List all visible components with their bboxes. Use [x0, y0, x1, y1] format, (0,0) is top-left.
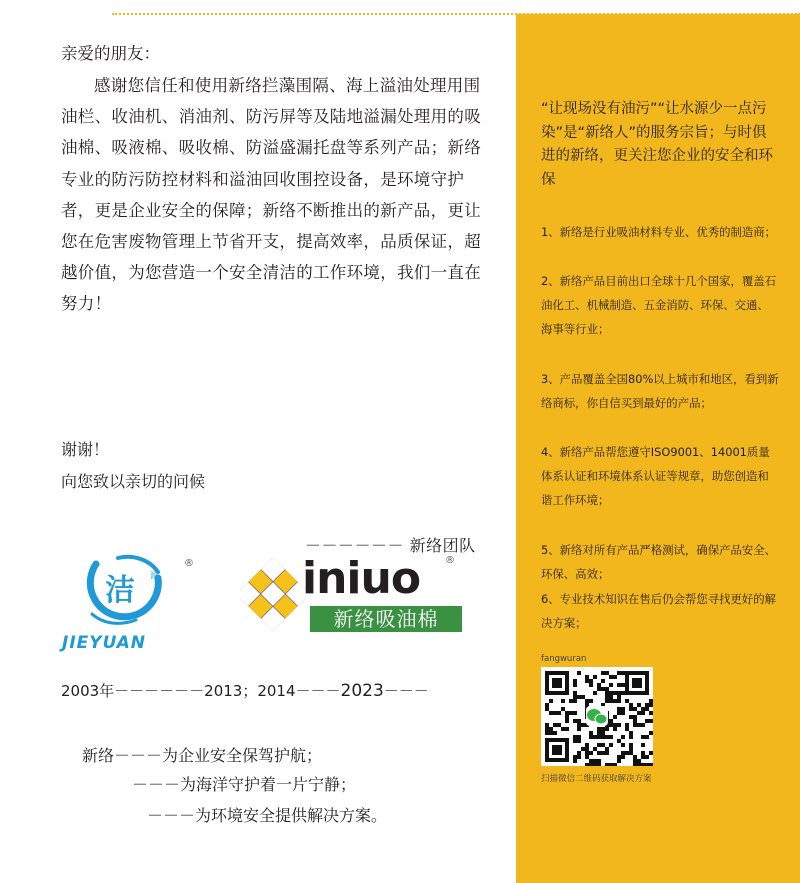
qr-caption: 扫描微信二维码获取解决方案 [541, 774, 652, 784]
jieyuan-char: 洁 [105, 573, 135, 608]
jieyuan-registered: ® [184, 558, 194, 569]
sidebar-intro: “让现场没有油污”“让水源少一点污染”是“新络人”的服务宗旨；与时俱进的新络，更关注您企业的安全和环保 [541, 101, 773, 188]
iniuo-registered: ® [445, 555, 455, 566]
letter-signature: －－－－－－ 新络团队 [305, 536, 476, 555]
qr-top-label: fangwuran [541, 654, 587, 664]
letter-greeting: 亲爱的朋友： [61, 44, 160, 63]
jieyuan-logo [58, 552, 203, 657]
sidebar-point-4: 4、新络产品帮您遵守ISO9001、14001质量体系认证和环境体系认证等规章，助您创造和谐工作环境； [541, 445, 770, 507]
sidebar-point-3: 3、产品覆盖全国80%以上城市和地区，看到新络商标，你自信买到最好的产品； [541, 372, 779, 410]
iniuo-logo [240, 553, 470, 638]
letter-body: 感谢您信任和使用新络拦藻围隔、海上溢油处理用围油栏、收油机、消油剂、防污屏等及陆地溢漏处理用的吸油棉、吸液棉、吸收棉、防溢盛漏托盘等系列产品；新络专业的防污防控材料和溢油回收围控设备，是环境守护者，更是企业安全的保障；新络不断推出的新产品，更让您在危害废物管理上节省开支，提高效率，品质保证，超越价值，为您营造一个安全清洁的工作环境，我们一直在努力！ [61, 76, 481, 314]
sidebar-point-6: 6、专业技术知识在售后仍会帮您寻找更好的解决方案； [541, 592, 777, 630]
jieyuan-emblem-icon [58, 552, 203, 657]
letter-thanks: 谢谢！ [61, 440, 110, 459]
sidebar-point-1: 1、新络是行业吸油材料专业、优秀的制造商； [541, 225, 777, 239]
slogan-line-2: －－－为海洋守护着一片宁静； [132, 775, 357, 794]
sidebar-point-2: 2、新络产品目前出口全球十几个国家，覆盖石油化工、机械制造、五金消防、环保、交通、海事等行业； [541, 274, 777, 336]
iniuo-wordmark: iniuo [302, 553, 421, 604]
qr-code[interactable] [541, 667, 653, 766]
years-current: 2023 [340, 681, 384, 701]
iniuo-diamond-icon [240, 553, 306, 635]
letter-regards: 向您致以亲切的问候 [61, 472, 206, 491]
years-range-a: 2003年－－－－－－2013；2014－－－ [61, 682, 341, 700]
sidebar-point-5: 5、新络对所有产品严格测试，确保产品安全、环保、高效； [541, 543, 777, 581]
jieyuan-small-char: 源 [150, 571, 158, 580]
jieyuan-text: JIEYUAN [62, 633, 146, 653]
qr-code-icon [541, 667, 653, 766]
years-range-c: －－－ [383, 682, 429, 700]
slogan-line-1: 新络－－－为企业安全保驾护航； [82, 746, 323, 765]
iniuo-cn-band: 新络吸油棉 [310, 606, 462, 632]
history-years [61, 680, 429, 701]
slogan-line-3: －－－为环境安全提供解决方案。 [147, 806, 388, 825]
